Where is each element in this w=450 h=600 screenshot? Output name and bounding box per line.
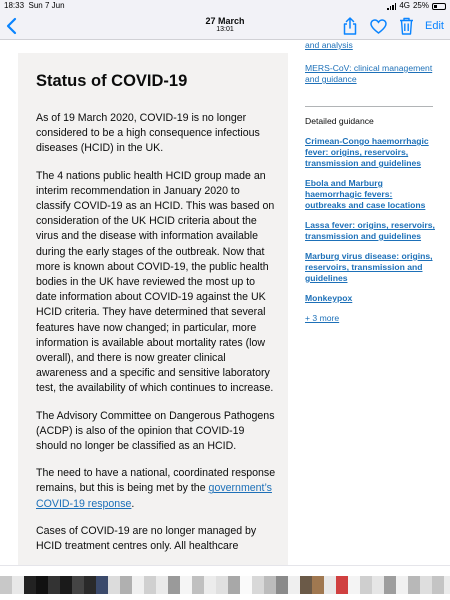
toolbar-actions	[341, 17, 444, 35]
thumbnail[interactable]	[408, 576, 420, 594]
signal-icon	[387, 3, 396, 10]
response-text: The need to have a national, coordinated response remains, but this is being met by the	[36, 467, 276, 495]
thumbnail[interactable]	[120, 576, 132, 594]
covid-response-link[interactable]: government’s COVID-19 response	[36, 482, 272, 510]
article-paragraph: As of 19 March 2020, COVID-19 is no longer considered to be a high consequence infectious diseases (HCID) in the UK.	[36, 112, 260, 155]
thumbnail[interactable]	[240, 576, 252, 594]
thumbnail[interactable]	[60, 576, 72, 594]
article-body	[36, 111, 276, 565]
thumbnail[interactable]	[108, 576, 120, 594]
thumbnail[interactable]	[384, 576, 396, 594]
sidebar-divider	[305, 106, 433, 107]
thumbnail[interactable]	[192, 576, 204, 594]
battery-icon	[432, 3, 446, 10]
sidebar-link-mers[interactable]: MERS-CoV: clinical management and guidance	[305, 63, 433, 84]
back-chevron-icon[interactable]	[5, 16, 21, 36]
battery-label: 25%	[412, 1, 429, 10]
status-time: 18:33	[4, 1, 25, 10]
thumbnail[interactable]	[96, 576, 108, 594]
thumbnail[interactable]	[288, 576, 300, 594]
guidance-link[interactable]: Crimean-Congo haemorrhagic fever: origins, reservoirs, transmission and guidelines	[305, 136, 429, 168]
article-paragraph: The Advisory Committee on Dangerous Pathogens (ACDP) is also of the opinion that COVID-19 should no longer be classified as an HCID.	[36, 409, 275, 453]
status-time-date	[4, 0, 65, 12]
guidance-link[interactable]: Marburg virus disease: origins, reservoirs, transmission and guidelines	[305, 251, 433, 283]
thumbnail-row	[0, 576, 450, 594]
thumbnail[interactable]	[0, 576, 12, 594]
trash-icon[interactable]	[397, 17, 415, 35]
thumbnail[interactable]	[24, 576, 36, 594]
thumbnail[interactable]	[132, 576, 144, 594]
thumbnail[interactable]	[252, 576, 264, 594]
guidance-link[interactable]: Ebola and Marburg haemorrhagic fevers: outbreaks and case locations	[305, 178, 426, 210]
thumbnail[interactable]	[276, 576, 288, 594]
thumbnail[interactable]	[336, 576, 348, 594]
sidebar-heading: Detailed guidance	[305, 116, 374, 126]
heart-icon[interactable]	[369, 17, 387, 35]
thumbnail[interactable]	[36, 576, 48, 594]
thumbnail[interactable]	[168, 576, 180, 594]
thumbnail[interactable]	[228, 576, 240, 594]
edit-button[interactable]: Edit	[425, 20, 444, 32]
guidance-link[interactable]: Monkeypox	[305, 293, 353, 303]
thumbnail[interactable]	[300, 576, 312, 594]
article-paragraph: Cases of COVID-19 are no longer managed by HCID treatment centres only. All healthcare	[36, 524, 257, 553]
more-link[interactable]: + 3 more	[305, 313, 340, 323]
toolbar-title: 27 March	[205, 16, 245, 26]
status-indicators	[387, 0, 446, 12]
guidance-link[interactable]: Lassa fever: origins, reservoirs, transmission and guidelines	[305, 220, 435, 241]
toolbar-title-block	[175, 16, 275, 34]
photo-content	[0, 40, 450, 565]
thumbnail[interactable]	[156, 576, 168, 594]
thumbnail[interactable]	[216, 576, 228, 594]
network-label: 4G	[399, 1, 410, 10]
share-icon[interactable]	[341, 17, 359, 35]
sidebar-link-analysis[interactable]: and analysis	[305, 40, 353, 50]
status-date: Sun 7 Jun	[28, 1, 65, 10]
thumbnail[interactable]	[372, 576, 384, 594]
thumbnail[interactable]	[72, 576, 84, 594]
thumbnail[interactable]	[144, 576, 156, 594]
photo-toolbar	[0, 12, 450, 40]
thumbnail-strip[interactable]	[0, 565, 450, 600]
article-paragraph: The 4 nations public health HCID group made an interim recommendation in January 2020 to classify COVID-19 as an HCID. This was based on consideration of the UK HCID criteria about the virus and the disease with information available during the early stages of the outbreak. Now that more is known about COVID-19, the public health bodies in the UK have reviewed the most up to date information about COVID-19 against the UK HCID criteria. They have determined that several features have now changed; in particular, more information is available about mortality rates (low overall), and there is now greater clinical awareness and a specific and sensitive laboratory test, the availability of which continues to increase.	[36, 169, 275, 395]
guidance-list	[305, 136, 435, 333]
thumbnail[interactable]	[432, 576, 444, 594]
thumbnail[interactable]	[48, 576, 60, 594]
thumbnail[interactable]	[204, 576, 216, 594]
thumbnail[interactable]	[312, 576, 324, 594]
response-end: .	[131, 497, 135, 510]
thumbnail[interactable]	[444, 576, 450, 594]
thumbnail[interactable]	[264, 576, 276, 594]
thumbnail[interactable]	[12, 576, 24, 594]
thumbnail[interactable]	[180, 576, 192, 594]
article-heading: Status of COVID-19	[36, 72, 188, 90]
toolbar-subtitle: 13:01	[216, 26, 234, 33]
thumbnail[interactable]	[396, 576, 408, 594]
article-card	[18, 53, 288, 565]
thumbnail[interactable]	[348, 576, 360, 594]
thumbnail[interactable]	[360, 576, 372, 594]
status-bar	[0, 0, 450, 12]
thumbnail[interactable]	[420, 576, 432, 594]
thumbnail[interactable]	[84, 576, 96, 594]
thumbnail[interactable]	[324, 576, 336, 594]
article-paragraph-response	[36, 466, 276, 512]
